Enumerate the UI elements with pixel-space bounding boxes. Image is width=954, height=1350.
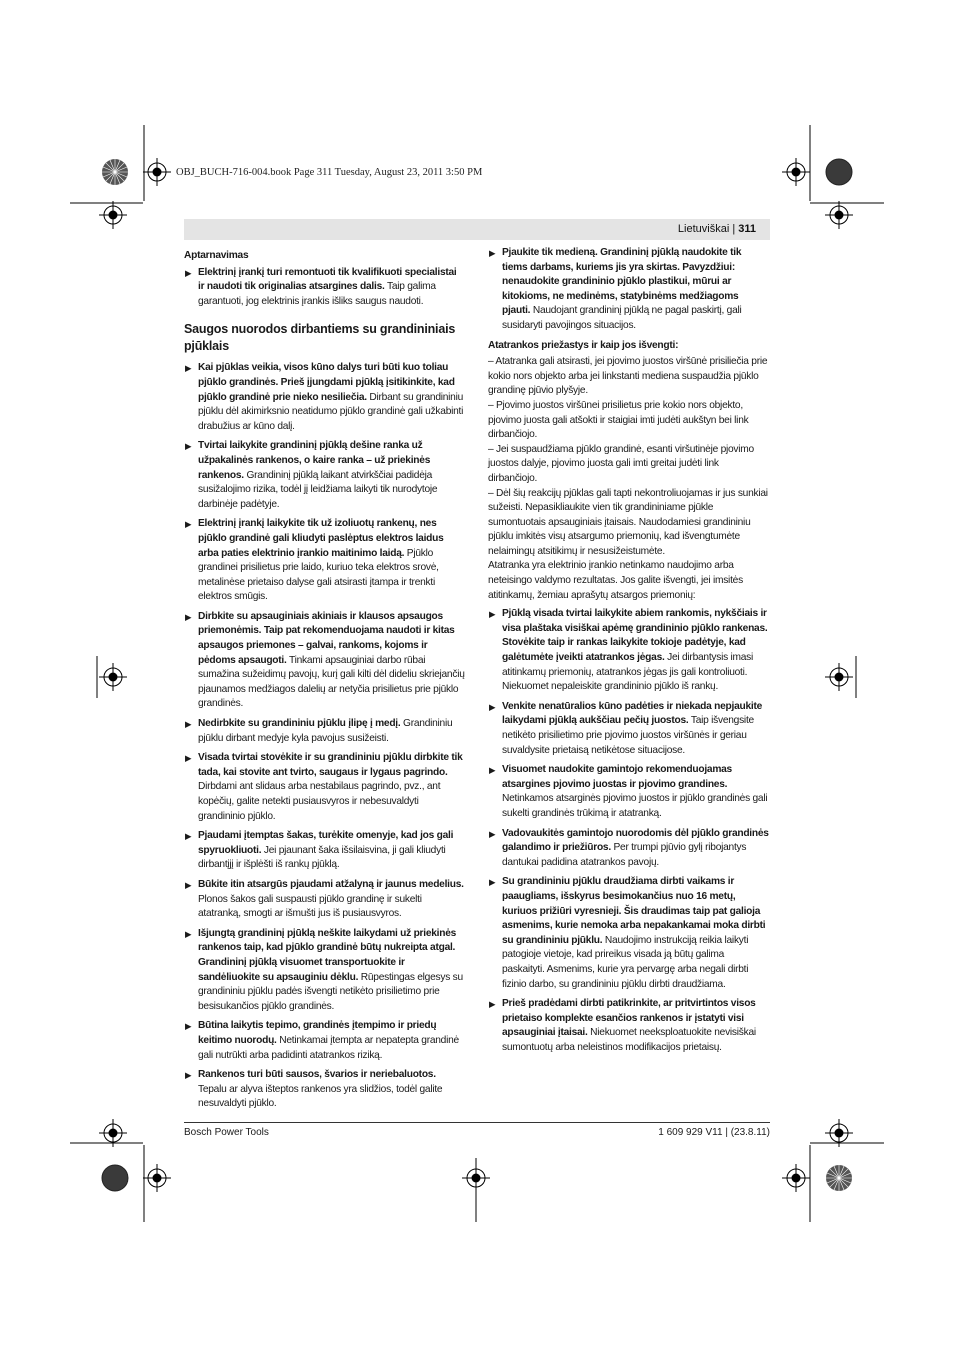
bullet-item	[184, 927, 465, 1015]
crosshair-icon	[825, 201, 853, 229]
bullet-body-text: Grandininiu pjūklu dirbant medyje kyla pavojus susižeisti.	[198, 718, 453, 744]
bullet-bold-text: Pjūklą visada tvirtai laikykite abiem rankomis, nykščiais ir visa plaštaka visiškai apėmę grandininio pjūklo rankenas. Stovėkite taip ir rankas laikykite tokioje padėtyje, kad galėtumėte įveikti atatrankos jėgas.	[502, 608, 768, 664]
kickback-paragraphs	[488, 355, 769, 603]
kickback-paragraph: – Dėl šių reakcijų pjūklas gali tapti nekontroliuojamas ir jus sunkiai sužeisti. Nepasikliaukite vien tik grandininiame pjūkle sumontuotais apsauginiais įtaisais. Naudodamiesi grandininiu pjūklu imkitės visų atsargumo priemonių, kad išvengtumėte nelaimingų atsitikimų ir nesusižeistumėte.	[488, 487, 768, 557]
wood-only-bullets	[488, 246, 769, 334]
triangle-right-icon: ▶	[185, 753, 192, 764]
bullet-body-text: Dirbdami ant slidaus arba nestabilaus pagrindo, pvz., ant kopėčių, galite netekti pusiausvyros ir nebesuvaldyti grandininio pjūklo.	[198, 781, 441, 822]
crosshair-icon	[99, 663, 127, 691]
triangle-right-icon: ▶	[489, 828, 496, 839]
bullet-body-text: Pjūklo grandinei prisilietus prie laido, kuriuo teka elektros srovė, metalinėse prietaiso dalyse gali atsirasti įtampa ir trenkti elektros smūgis.	[198, 547, 439, 603]
bullet-item	[184, 517, 465, 605]
bullet-item	[488, 827, 769, 871]
bullet-body-text: Netinkamai įtempta ar nepatepta grandinė gali nutrūkti arba padidinti atatrankos riziką.	[198, 1034, 459, 1061]
bullet-body-text: Per trumpi pjūvio gylį ribojantys dantukai padidina atatrankos pavojų.	[502, 842, 747, 868]
bullet-item	[488, 700, 769, 758]
crosshair-icon	[782, 158, 810, 186]
bullet-body-text: Netinkamos atsarginės pjovimo juostos ir pjūklo grandinės gali sukelti grandinės trūkimą ir atatranką.	[502, 793, 768, 819]
crosshair-icon	[825, 663, 853, 691]
bullet-bold-text: Tvirtai laikykite grandininį pjūklą dešine ranka už užpakalinės rankenos, o kaire ranka – už priekinės rankenos.	[198, 440, 431, 481]
bullet-bold-text: Išjungtą grandininį pjūklą neškite laikydami už priekinės rankenos taip, kad pjūklo grandinė būtų nukreipta atgal. Grandininį pjūklą visuomet transportuokite ir sandėliuokite su apsauginiu dėklu.	[198, 927, 457, 983]
triangle-right-icon: ▶	[185, 879, 192, 890]
bullet-item	[488, 607, 769, 695]
triangle-right-icon: ▶	[185, 1070, 192, 1081]
bullet-item	[184, 829, 465, 873]
bullet-bold-text: Kai pjūklas veikia, visos kūno dalys turi būti kuo toliau pjūklo grandinės. Prieš įjungdami pjūklą įsitikinkite, kad pjūklo grandinė prie nieko nesiliečia.	[198, 362, 455, 403]
bullet-item	[184, 1019, 465, 1063]
kickback-paragraph: – Pjovimo juostos viršūnei prisilietus prie kokio nors objekto, pjovimo juosta gali atšokti ir staigiai imti judėti aukštyn bei link dirbančiojo.	[488, 399, 749, 441]
bullet-body-text: Taip išvengsite netikėto prisilietimo prie pjovimo juostos viršūnės ir geriau suvaldysite prietaisą netikėtose situacijose.	[502, 715, 754, 756]
bullet-item	[184, 751, 465, 824]
bullet-bold-text: Visuomet naudokite gamintojo rekomenduojamas atsargines pjovimo juostas ir pjovimo grandines.	[502, 764, 732, 790]
triangle-right-icon: ▶	[185, 928, 192, 939]
bullet-body-text: Niekuomet neeksploatuokite nevisiškai sumontuotų arba neleistinos modifikacijos prietaisų.	[502, 1027, 756, 1053]
triangle-right-icon: ▶	[185, 831, 192, 842]
bullet-body-text: Naudojimo instrukciją reikia laikyti patogioje vietoje, kad prireikus visada ją būtų galima paskaityti. Asmenims, kurie yra pervargę arba negali dirbti fizinio darbo, su grandininiu pjūklu dirbti draudžiama.	[502, 934, 749, 990]
crosshair-icon	[143, 1164, 171, 1192]
bullet-bold-text: Venkite nenatūralios kūno padėties ir niekada nepjaukite laikydami pjūklą aukščiau pečių juostos.	[502, 700, 763, 727]
crosshair-icon	[143, 158, 171, 186]
bullet-item	[184, 266, 465, 310]
bullet-item	[488, 875, 769, 992]
left-column	[184, 246, 465, 1117]
footer-doc-number: 1 609 929 V11 | (23.8.11)	[658, 1127, 770, 1138]
triangle-right-icon: ▶	[185, 719, 192, 730]
service-bullets	[184, 266, 465, 310]
bullet-bold-text: Būtina laikytis tepimo, grandinės įtempimo ir priedų keitimo nuorodų.	[198, 1020, 437, 1046]
bullet-bold-text: Vadovaukitės gamintojo nuorodomis dėl pjūklo grandinės galandimo ir priežiūros.	[502, 827, 769, 854]
section-title-service: Aptarnavimas	[184, 250, 249, 261]
triangle-right-icon: ▶	[489, 248, 496, 258]
bullet-item	[184, 878, 465, 922]
triangle-right-icon: ▶	[185, 1021, 192, 1032]
section-title-chainsaw-safety: Saugos nuorodos dirbantiems su grandininiais pjūklais	[184, 322, 456, 354]
bullet-bold-text: Pjaudami įtemptas šakas, turėkite omenyje, kad jos gali spyruokliuoti.	[198, 830, 454, 856]
print-info-line: OBJ_BUCH-716-004.book Page 311 Tuesday, August 23, 2011 3:50 PM	[176, 167, 483, 178]
bullet-bold-text: Su grandininiu pjūklu draudžiama dirbti vaikams ir paaugliams, išskyrus besimokančius nuo 16 metų, kuriuos prižiūri vyresnieji. Šis draudimas taip pat galioja asmenims, kurie nemoka arba nepakankamai moka dirbti su grandininiu pjūklu.	[502, 876, 766, 946]
header-text	[678, 223, 756, 235]
bullet-bold-text: Elektrinį įrankį laikykite tik už izoliuotų rankenų, nes pjūklo grandinė gali kliudyti paslėptus elektros laidus arba paties elektrinio įrankio maitinimo laidą.	[198, 518, 444, 559]
bullet-item	[184, 610, 465, 712]
bullet-item	[184, 361, 465, 434]
kickback-paragraph: – Jei suspaudžiama pjūklo grandinė, esanti viršutinėje pjovimo juostos dalyje, pjovimo juosta gali imti greitai judėti link dirbančiojo.	[488, 443, 754, 484]
bullet-bold-text: Pjaukite tik medieną. Grandininį pjūklą naudokite tik tiems darbams, kuriems jis yra skirtas. Pavyzdžiui: nenaudokite grandininio pjūklo plastikui, mūrui ar kitokioms, ne medinėms, statybinėms medžiagoms pjauti.	[502, 247, 742, 317]
bullet-body-text: Tinkami apsauginiai darbo rūbai sumažina sužeidimų pavojų, kurį gali kilti dėl dideliu skriejančių pjaunamos medžiagos dalelių ar netyčia prisilietus prie pjūklo grandinės.	[198, 654, 465, 710]
bullet-item	[184, 439, 465, 512]
bullet-bold-text: Elektrinį įrankį turi remontuoti tik kvalifikuoti specialistai ir naudoti tik originalias atsargines dalis.	[198, 266, 457, 293]
crosshair-icon	[99, 201, 127, 229]
bullet-body-text: Dirbant su grandininiu pjūklu dėl akimirksnio neatidumo pjūklo grandinė gali užkabinti drabužius ar kūno dalį.	[198, 391, 464, 432]
triangle-right-icon: ▶	[489, 765, 496, 776]
header-separator: |	[729, 223, 739, 235]
color-wheel-icon	[826, 159, 852, 185]
footer-brand: Bosch Power Tools	[184, 1127, 269, 1138]
page-header	[184, 219, 770, 240]
triangle-right-icon: ▶	[489, 609, 496, 620]
right-column	[488, 246, 769, 1060]
chainsaw-safety-bullets	[184, 361, 465, 1112]
triangle-right-icon: ▶	[185, 363, 192, 374]
triangle-right-icon: ▶	[489, 999, 496, 1010]
color-wheel-icon	[102, 1165, 128, 1191]
triangle-right-icon: ▶	[185, 267, 192, 278]
triangle-right-icon: ▶	[489, 877, 496, 888]
kickback-bullets	[488, 607, 769, 1055]
bullet-bold-text: Rankenos turi būti sausos, švarios ir neriebaluotos.	[198, 1069, 436, 1081]
bullet-body-text: Rūpestingas elgesys su grandininiu pjūklu padės išvengti netikėto prisilietimo prie besisukančios pjūklo grandinės.	[198, 971, 463, 1012]
triangle-right-icon: ▶	[185, 519, 192, 530]
bullet-body-text: Plonos šakos gali suspausti pjūklo grandinę ir sukelti atatranką, smogti ar išmušti jus iš pusiausvyros.	[198, 893, 422, 920]
bullet-bold-text: Būkite itin atsargūs pjaudami atžalyną ir jaunus medelius.	[198, 878, 464, 890]
color-wheel-icon	[102, 159, 128, 185]
bullet-bold-text: Nedirbkite su grandininiu pjūklu įlipę į medį.	[198, 718, 401, 730]
bullet-body-text: Tepalu ar alyva išteptos rankenos yra slidžios, todėl galite nesuvaldyti pjūklo.	[198, 1083, 443, 1110]
bullet-item	[184, 717, 465, 746]
kickback-paragraph: – Atatranka gali atsirasti, jei pjovimo juostos viršūnė prisiliečia prie kokio nors objekto arba jei linkstanti mediena suspaudžia pjūklo grandinę pjūvio plyšyje.	[488, 356, 768, 397]
bullet-body-text: Grandininį pjūklą laikant atvirkščiai padidėja susižalojimo rizika, todėl jį leidžiama laikyti tik nurodytoje darbinėje padėtyje.	[198, 469, 438, 510]
bullet-item	[184, 1068, 465, 1112]
section-title-kickback: Atatrankos priežastys ir kaip jos išvengti:	[488, 339, 679, 351]
triangle-right-icon: ▶	[185, 441, 192, 452]
crosshair-icon	[782, 1164, 810, 1192]
bullet-bold-text: Prieš pradėdami dirbti patikrinkite, ar pritvirtintos visos prietaiso komplekte esančios rankenos ir įstatyti visi apsauginiai įtaisai.	[502, 998, 756, 1039]
bullet-bold-text: Dirbkite su apsauginiais akiniais ir klausos apsaugos priemonėmis. Taip pat rekomenduojama naudoti ir kitas apsaugos priemones – galvai, rankoms, kojoms ir pėdoms apsaugoti.	[198, 610, 455, 666]
bullet-body-text: Taip galima garantuoti, jog elektrinis įrankis išliks saugus naudoti.	[198, 281, 436, 307]
bullet-item	[488, 997, 769, 1055]
bullet-body-text: Jei pjaunant šaka išsilaisvina, ji gali kliudyti dirbantįjį ir išplėšti iš rankų pjūklą.	[198, 844, 446, 871]
bullet-body-text: Jei dirbantysis imasi atitinkamų priemonių, atatrankos jėgas jis gali kontroliuoti. Niekuomet nepaleiskite grandininio pjūklo iš rankų.	[502, 652, 754, 693]
color-wheel-icon	[826, 1165, 852, 1191]
bullet-bold-text: Visada tvirtai stovėkite ir su grandininiu pjūklu dirbkite tik tada, kai stovite ant tvirto, saugaus ir lygaus pagrindo.	[198, 752, 463, 778]
page-number: 311	[738, 223, 756, 235]
bullet-body-text: Naudojant grandininį pjūklą ne pagal paskirtį, gali susidaryti pavojingos situacijos.	[502, 305, 742, 331]
kickback-paragraph: Atatranka yra elektrinio įrankio netinkamo naudojimo arba neteisingo valdymo rezultatas. Jos galite išvengti, jei imsitės atitinkamų, žemiau aprašytų atsargos priemonių:	[488, 560, 743, 601]
bullet-item	[488, 763, 769, 821]
triangle-right-icon: ▶	[489, 701, 496, 712]
footer-divider	[184, 1122, 770, 1123]
header-language: Lietuviškai	[677, 223, 730, 235]
bullet-item	[488, 246, 769, 334]
triangle-right-icon: ▶	[185, 611, 192, 622]
